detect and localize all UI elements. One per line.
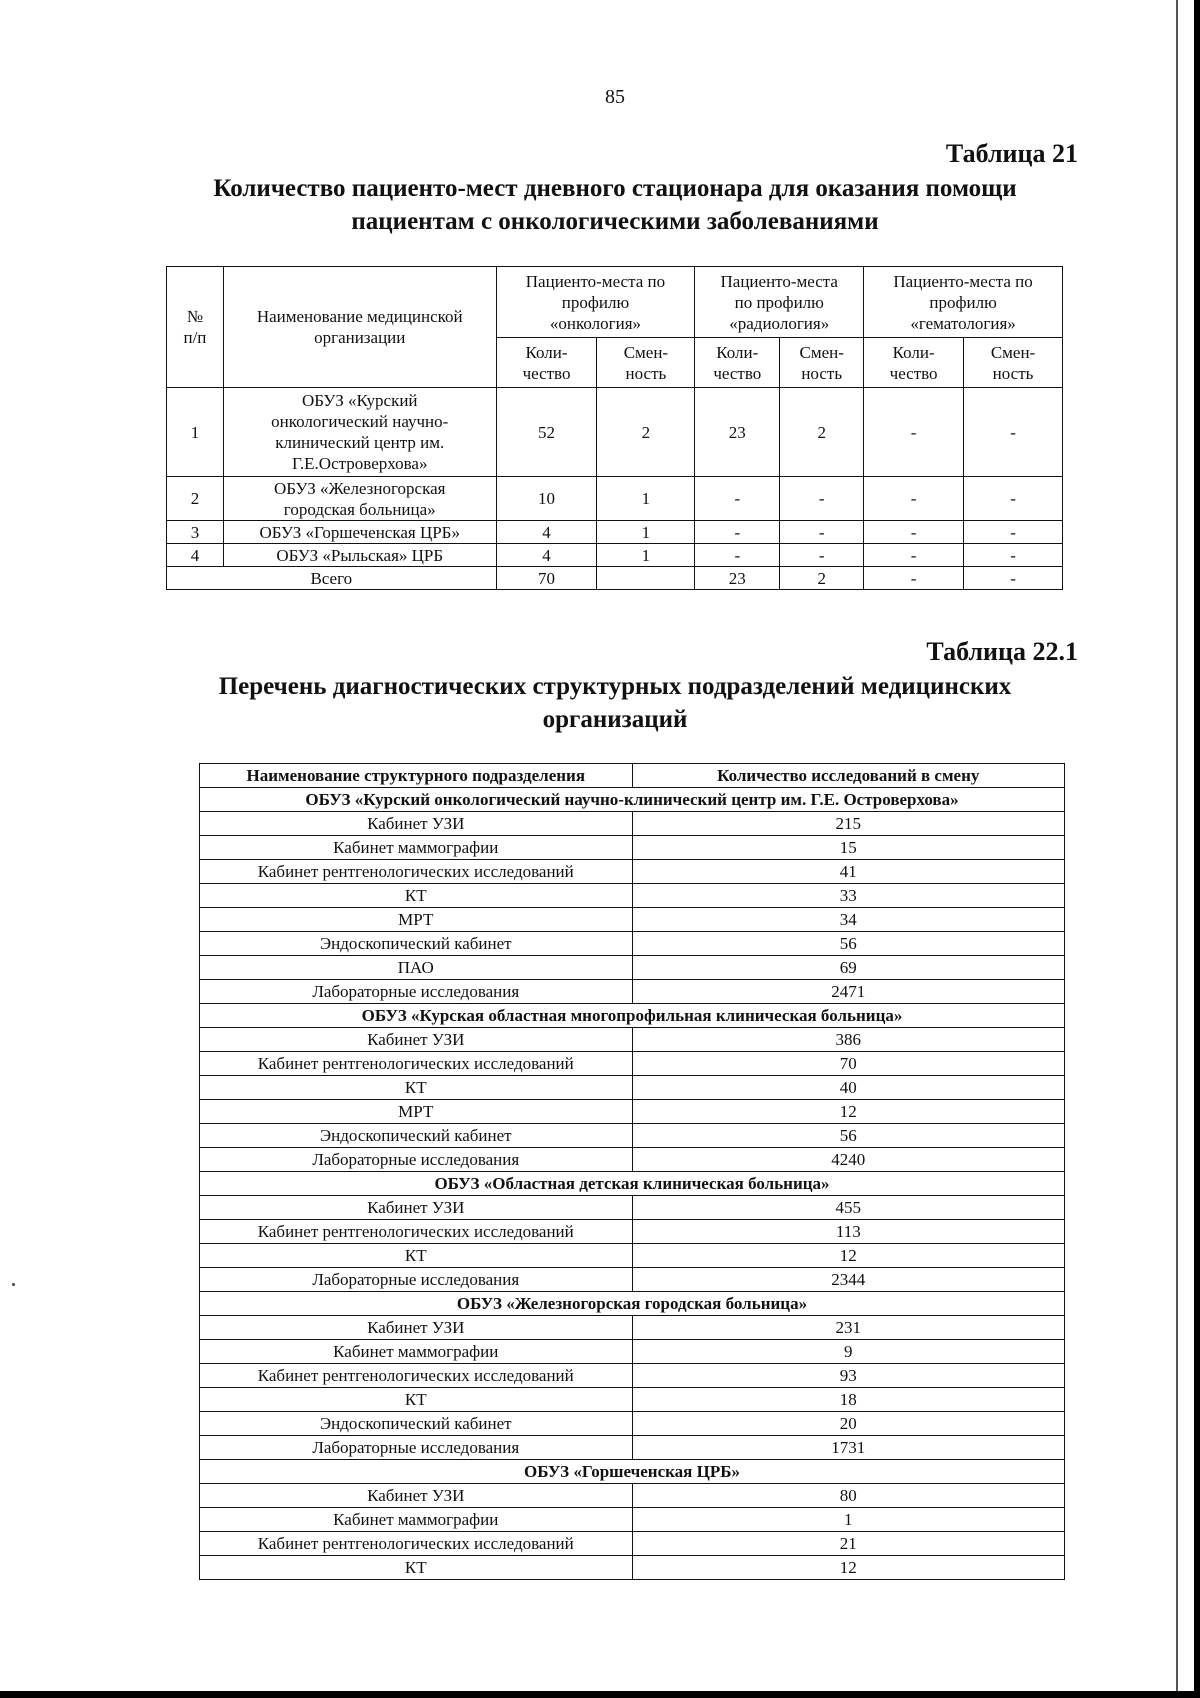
row-value: - [780, 544, 864, 567]
table-row [200, 884, 1065, 908]
unit-name: Кабинет маммографии [200, 836, 633, 860]
row-value: 2 [780, 388, 864, 477]
studies-count: 93 [632, 1364, 1064, 1388]
studies-count: 56 [632, 932, 1064, 956]
header-unit-name: Наименование структурного подразделения [200, 764, 633, 788]
unit-name: Кабинет рентгенологических исследований [200, 1052, 633, 1076]
row-value: - [964, 544, 1063, 567]
org-name-line: ОБУЗ «Железногорская [274, 478, 446, 498]
row-number: 1 [167, 388, 224, 477]
table-row [200, 1532, 1065, 1556]
row-value: - [695, 521, 780, 544]
studies-count: 20 [632, 1412, 1064, 1436]
scan-border-line [1176, 0, 1178, 1698]
row-value: - [864, 521, 964, 544]
group-name: ОБУЗ «Курский онкологический научно-клинический центр им. Г.Е. Островерхова» [200, 788, 1065, 812]
studies-count: 231 [632, 1316, 1064, 1340]
unit-name: КТ [200, 1076, 633, 1100]
table-row [200, 1196, 1065, 1220]
row-value: 52 [496, 388, 597, 477]
unit-name: Кабинет рентгенологических исследований [200, 1364, 633, 1388]
row-value: 4 [496, 544, 597, 567]
studies-count: 40 [632, 1076, 1064, 1100]
table22 [199, 763, 1065, 1580]
row-value: - [964, 477, 1063, 521]
total-value: - [864, 567, 964, 590]
studies-count: 34 [632, 908, 1064, 932]
row-value: 1 [597, 477, 695, 521]
row-value: 10 [496, 477, 597, 521]
studies-count: 41 [632, 860, 1064, 884]
unit-name: Кабинет УЗИ [200, 1028, 633, 1052]
table-row [167, 388, 1063, 477]
studies-count: 56 [632, 1124, 1064, 1148]
unit-name: ПАО [200, 956, 633, 980]
row-value: 23 [695, 388, 780, 477]
table-row [200, 1124, 1065, 1148]
org-name-line: ОБУЗ «Курский [301, 391, 418, 410]
table-row [200, 1388, 1065, 1412]
studies-count: 12 [632, 1100, 1064, 1124]
org-name-line: городская больница» [283, 499, 436, 519]
studies-count: 4240 [632, 1148, 1064, 1172]
row-value: - [864, 388, 964, 477]
table-row [200, 1028, 1065, 1052]
table-row [200, 1148, 1065, 1172]
row-number: 4 [167, 544, 224, 567]
studies-count: 2471 [632, 980, 1064, 1004]
unit-name: Лабораторные исследования [200, 1268, 633, 1292]
header-oncology: Пациенто-места по профилю «онкология» [496, 267, 695, 338]
table-row [200, 1340, 1065, 1364]
table-row [200, 1412, 1065, 1436]
unit-name: Лабораторные исследования [200, 980, 633, 1004]
total-value [597, 567, 695, 590]
table-row [200, 1508, 1065, 1532]
studies-count: 70 [632, 1052, 1064, 1076]
unit-name: Эндоскопический кабинет [200, 1412, 633, 1436]
row-value: - [864, 477, 964, 521]
studies-count: 18 [632, 1388, 1064, 1412]
table-row [200, 1052, 1065, 1076]
row-value: - [780, 521, 864, 544]
header-shift: Смен- ность [780, 338, 864, 388]
row-organization [223, 521, 496, 544]
unit-name: КТ [200, 1388, 633, 1412]
unit-name: Кабинет УЗИ [200, 1484, 633, 1508]
page-number: 85 [605, 86, 625, 108]
group-row [200, 1004, 1065, 1028]
table22-title-line: Перечень диагностических структурных подразделений медицинских [218, 673, 1012, 700]
org-name-line: ОБУЗ «Горшеченская ЦРБ» [259, 522, 460, 542]
studies-count: 455 [632, 1196, 1064, 1220]
unit-name: КТ [200, 1556, 633, 1580]
org-name-line: онкологический научно- [271, 412, 449, 431]
table-row [200, 956, 1065, 980]
header-qty: Коли- чество [864, 338, 964, 388]
table-row [200, 1100, 1065, 1124]
unit-name: Эндоскопический кабинет [200, 932, 633, 956]
header-shift: Смен- ность [964, 338, 1063, 388]
header-shift: Смен- ность [597, 338, 695, 388]
unit-name: Кабинет УЗИ [200, 812, 633, 836]
row-value: 4 [496, 521, 597, 544]
studies-count: 12 [632, 1556, 1064, 1580]
studies-count: 69 [632, 956, 1064, 980]
unit-name: КТ [200, 1244, 633, 1268]
table-row [200, 1556, 1065, 1580]
row-number: 3 [167, 521, 224, 544]
table-row [200, 860, 1065, 884]
unit-name: МРТ [200, 908, 633, 932]
studies-count: 2344 [632, 1268, 1064, 1292]
table21-title-line: пациентам с онкологическими заболеваниями [351, 208, 879, 235]
table-row [200, 1220, 1065, 1244]
unit-name: Лабораторные исследования [200, 1148, 633, 1172]
row-value: - [964, 388, 1063, 477]
studies-count: 9 [632, 1340, 1064, 1364]
table21-title-line: Количество пациенто-мест дневного стационара для оказания помощи [213, 175, 1017, 202]
row-organization [223, 388, 496, 477]
scan-edge-right [1194, 0, 1200, 1698]
table-row [167, 521, 1063, 544]
group-name: ОБУЗ «Курская областная многопрофильная клиническая больница» [200, 1004, 1065, 1028]
unit-name: Кабинет маммографии [200, 1340, 633, 1364]
table22-title-line: организаций [542, 706, 688, 733]
table-row [200, 908, 1065, 932]
total-label: Всего [167, 567, 497, 590]
table22-body [200, 764, 1065, 1580]
table-row [167, 544, 1063, 567]
group-row [200, 788, 1065, 812]
unit-name: Кабинет УЗИ [200, 1196, 633, 1220]
total-row [167, 567, 1063, 590]
total-value: 70 [496, 567, 597, 590]
group-row [200, 1460, 1065, 1484]
row-value: - [780, 477, 864, 521]
unit-name: Кабинет рентгенологических исследований [200, 860, 633, 884]
table-row [200, 1244, 1065, 1268]
org-name-line: клинический центр им. [275, 433, 445, 452]
row-organization [223, 544, 496, 567]
row-value: - [695, 544, 780, 567]
group-row [200, 1292, 1065, 1316]
studies-count: 215 [632, 812, 1064, 836]
unit-name: Кабинет УЗИ [200, 1316, 633, 1340]
header-studies-per-shift: Количество исследований в смену [632, 764, 1064, 788]
studies-count: 15 [632, 836, 1064, 860]
row-value: - [864, 544, 964, 567]
studies-count: 1731 [632, 1436, 1064, 1460]
scan-speck [12, 1283, 15, 1286]
table-row [200, 1316, 1065, 1340]
studies-count: 33 [632, 884, 1064, 908]
table22-title [155, 670, 1075, 736]
table-row [200, 1076, 1065, 1100]
studies-count: 80 [632, 1484, 1064, 1508]
group-row [200, 1172, 1065, 1196]
table-row [200, 1364, 1065, 1388]
header-radiology: Пациенто-места по профилю «радиология» [695, 267, 864, 338]
table-row [200, 812, 1065, 836]
total-value: - [964, 567, 1063, 590]
unit-name: Кабинет рентгенологических исследований [200, 1220, 633, 1244]
group-name: ОБУЗ «Железногорская городская больница» [200, 1292, 1065, 1316]
org-name-line: ОБУЗ «Рыльская» ЦРБ [276, 545, 444, 565]
table21-body [167, 388, 1063, 590]
row-value: 2 [597, 388, 695, 477]
row-number: 2 [167, 477, 224, 521]
table-row [200, 932, 1065, 956]
group-name: ОБУЗ «Областная детская клиническая больница» [200, 1172, 1065, 1196]
header-org: Наименование медицинской организации [223, 267, 496, 388]
table-row [200, 836, 1065, 860]
studies-count: 113 [632, 1220, 1064, 1244]
unit-name: Эндоскопический кабинет [200, 1124, 633, 1148]
table-row [200, 980, 1065, 1004]
header-hematology: Пациенто-места по профилю «гематология» [864, 267, 1063, 338]
table22-header-row [200, 764, 1065, 788]
row-value: - [695, 477, 780, 521]
unit-name: КТ [200, 884, 633, 908]
table21-label: Таблица 21 [945, 139, 1078, 168]
header-qty: Коли- чество [695, 338, 780, 388]
org-name-line: Г.Е.Островерхова» [292, 454, 428, 473]
total-value: 23 [695, 567, 780, 590]
header-num: № п/п [167, 267, 224, 388]
group-name: ОБУЗ «Горшеченская ЦРБ» [200, 1460, 1065, 1484]
unit-name: Кабинет рентгенологических исследований [200, 1532, 633, 1556]
table21 [166, 266, 1063, 590]
studies-count: 386 [632, 1028, 1064, 1052]
total-value: 2 [780, 567, 864, 590]
table22-label: Таблица 22.1 [926, 637, 1078, 666]
table-row [200, 1484, 1065, 1508]
table21-title [155, 172, 1075, 238]
table-row [200, 1268, 1065, 1292]
table-row [167, 477, 1063, 521]
header-qty: Коли- чество [496, 338, 597, 388]
scan-edge-bottom [0, 1691, 1200, 1698]
studies-count: 1 [632, 1508, 1064, 1532]
studies-count: 21 [632, 1532, 1064, 1556]
studies-count: 12 [632, 1244, 1064, 1268]
row-organization [223, 477, 496, 521]
row-value: 1 [597, 521, 695, 544]
unit-name: Кабинет маммографии [200, 1508, 633, 1532]
unit-name: МРТ [200, 1100, 633, 1124]
table-row [200, 1436, 1065, 1460]
row-value: - [964, 521, 1063, 544]
row-value: 1 [597, 544, 695, 567]
unit-name: Лабораторные исследования [200, 1436, 633, 1460]
